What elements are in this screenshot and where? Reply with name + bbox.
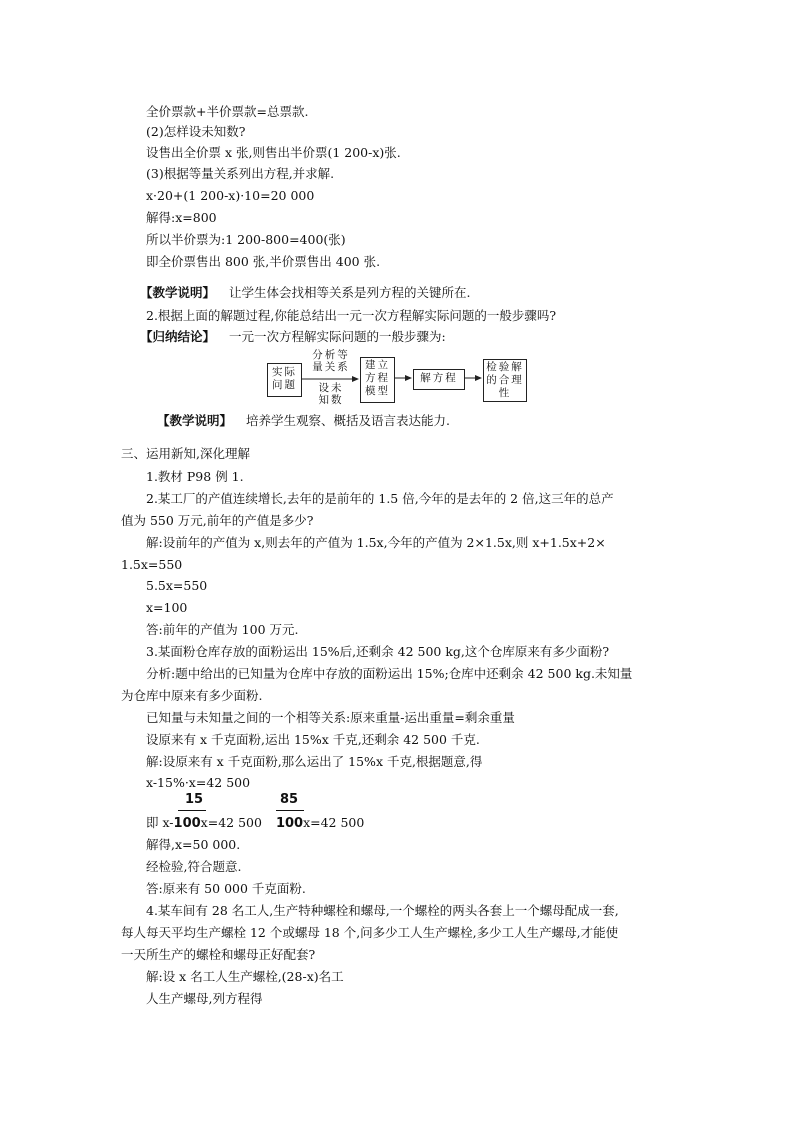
- flow-box-check: [483, 359, 527, 402]
- note-text: 培养学生观察、概括及语言表达能力.: [246, 413, 450, 428]
- text-line: 解:设 x 名工人生产螺栓,(28-x)名工: [146, 969, 344, 984]
- equation: x-15%·x=42 500: [146, 775, 251, 790]
- text-line: 分析:题中给出的已知量为仓库中存放的面粉运出 15%;仓库中还剩余 42 500 kg.未知量: [146, 666, 633, 681]
- fraction-denominator: 100: [275, 816, 304, 831]
- text-line: 解:设原来有 x 千克面粉,那么运出了 15%x 千克,根据题意,得: [146, 754, 483, 769]
- flow-box-model: [360, 357, 395, 403]
- box-text: 性: [498, 387, 512, 399]
- text-line: 一天所生产的螺栓和螺母正好配套?: [121, 947, 316, 962]
- question: 2.根据上面的解题过程,你能总结出一元一次方程解实际问题的一般步骤吗?: [146, 308, 557, 323]
- box-text: 方程: [365, 372, 390, 384]
- text-line: 设原来有 x 千克面粉,运出 15%x 千克,还剩余 42 500 千克.: [146, 732, 480, 747]
- equation: x=100: [146, 600, 188, 615]
- flow-label-set: [302, 382, 360, 406]
- label-text: 设未: [318, 382, 344, 394]
- fraction-denominator: 100: [173, 816, 201, 831]
- text-line: 经检验,符合题意.: [146, 859, 242, 874]
- box-text: 实际: [272, 366, 297, 378]
- fraction-numerator: 15: [185, 792, 204, 807]
- equation: 5.5x=550: [146, 578, 208, 593]
- note-tag: 【教学说明】: [157, 413, 233, 428]
- conclusion-text: 一元一次方程解实际问题的一般步骤为:: [229, 329, 446, 344]
- fraction-bar: [276, 810, 304, 811]
- box-text: 的合理: [486, 374, 524, 386]
- flow-label-analyze: [302, 349, 360, 373]
- fraction-numerator: 85: [280, 792, 299, 807]
- text-line: (2)怎样设未知数?: [146, 124, 246, 139]
- note-tag: 【教学说明】: [140, 285, 216, 300]
- eq-part: x=42 500: [303, 815, 365, 830]
- eq-part: 即 x-: [146, 815, 174, 830]
- text-line: 为仓库中原来有多少面粉.: [121, 688, 263, 703]
- fraction-bar: [178, 810, 206, 811]
- text-line: 每人每天平均生产螺栓 12 个或螺母 18 个,问多少工人生产螺栓,多少工人生产螺母,才能使: [121, 925, 619, 940]
- text-line: 所以半价票为:1 200-800=400(张): [146, 232, 346, 247]
- text-line: 人生产螺母,列方程得: [146, 991, 263, 1006]
- text-line: 即全价票售出 800 张,半价票售出 400 张.: [146, 254, 381, 269]
- box-text: 解方程: [420, 372, 458, 384]
- text-line: 解:设前年的产值为 x,则去年的产值为 1.5x,今年的产值为 2×1.5x,则 x+1.5x+2×: [146, 535, 606, 550]
- box-text: 模型: [365, 385, 390, 397]
- label-text: 分析等: [312, 349, 350, 361]
- text-line: 1.教材 P98 例 1.: [146, 469, 244, 484]
- equation: 1.5x=550: [121, 557, 183, 572]
- text-line: 值为 550 万元,前年的产值是多少?: [121, 513, 314, 528]
- text-line: 解得,x=50 000.: [146, 837, 241, 852]
- conclusion: [140, 329, 446, 345]
- eq-part: x=42 500: [200, 815, 262, 830]
- text-line: 4.某车间有 28 名工人,生产特种螺栓和螺母,一个螺栓的两头各套上一个螺母配成一套,: [146, 903, 619, 918]
- box-text: 问题: [272, 379, 297, 391]
- teaching-note: [157, 413, 450, 429]
- text-line: 设售出全价票 x 张,则售出半价票(1 200-x)张.: [146, 145, 401, 160]
- text-line: 答:前年的产值为 100 万元.: [146, 622, 299, 637]
- text-line: 已知量与未知量之间的一个相等关系:原来重量-运出重量=剩余重量: [146, 710, 515, 725]
- equation: x·20+(1 200-x)·10=20 000: [146, 188, 315, 203]
- flow-box-problem: [267, 363, 302, 397]
- note-text: 让学生体会找相等关系是列方程的关键所在.: [229, 285, 471, 300]
- box-text: 建立: [365, 359, 390, 371]
- teaching-note: [140, 285, 471, 301]
- text-line: (3)根据等量关系列出方程,并求解.: [146, 166, 335, 181]
- text-line: 解得:x=800: [146, 210, 217, 225]
- text-line: 答:原来有 50 000 千克面粉.: [146, 881, 306, 896]
- label-text: 量关系: [312, 361, 350, 373]
- label-text: 知数: [318, 394, 344, 406]
- text-line: 3.某面粉仓库存放的面粉运出 15%后,还剩余 42 500 kg,这个仓库原来有多少面粉?: [146, 644, 610, 659]
- equation: [146, 815, 364, 832]
- text-line: 全价票款+半价票款=总票款.: [146, 104, 309, 119]
- box-text: 检验解: [486, 361, 524, 373]
- conclusion-tag: 【归纳结论】: [140, 329, 216, 344]
- flow-box-solve: [413, 369, 465, 390]
- section-heading: 三、运用新知,深化理解: [121, 446, 250, 461]
- text-line: 2.某工厂的产值连续增长,去年的是前年的 1.5 倍,今年的是去年的 2 倍,这三年的总产: [146, 491, 614, 506]
